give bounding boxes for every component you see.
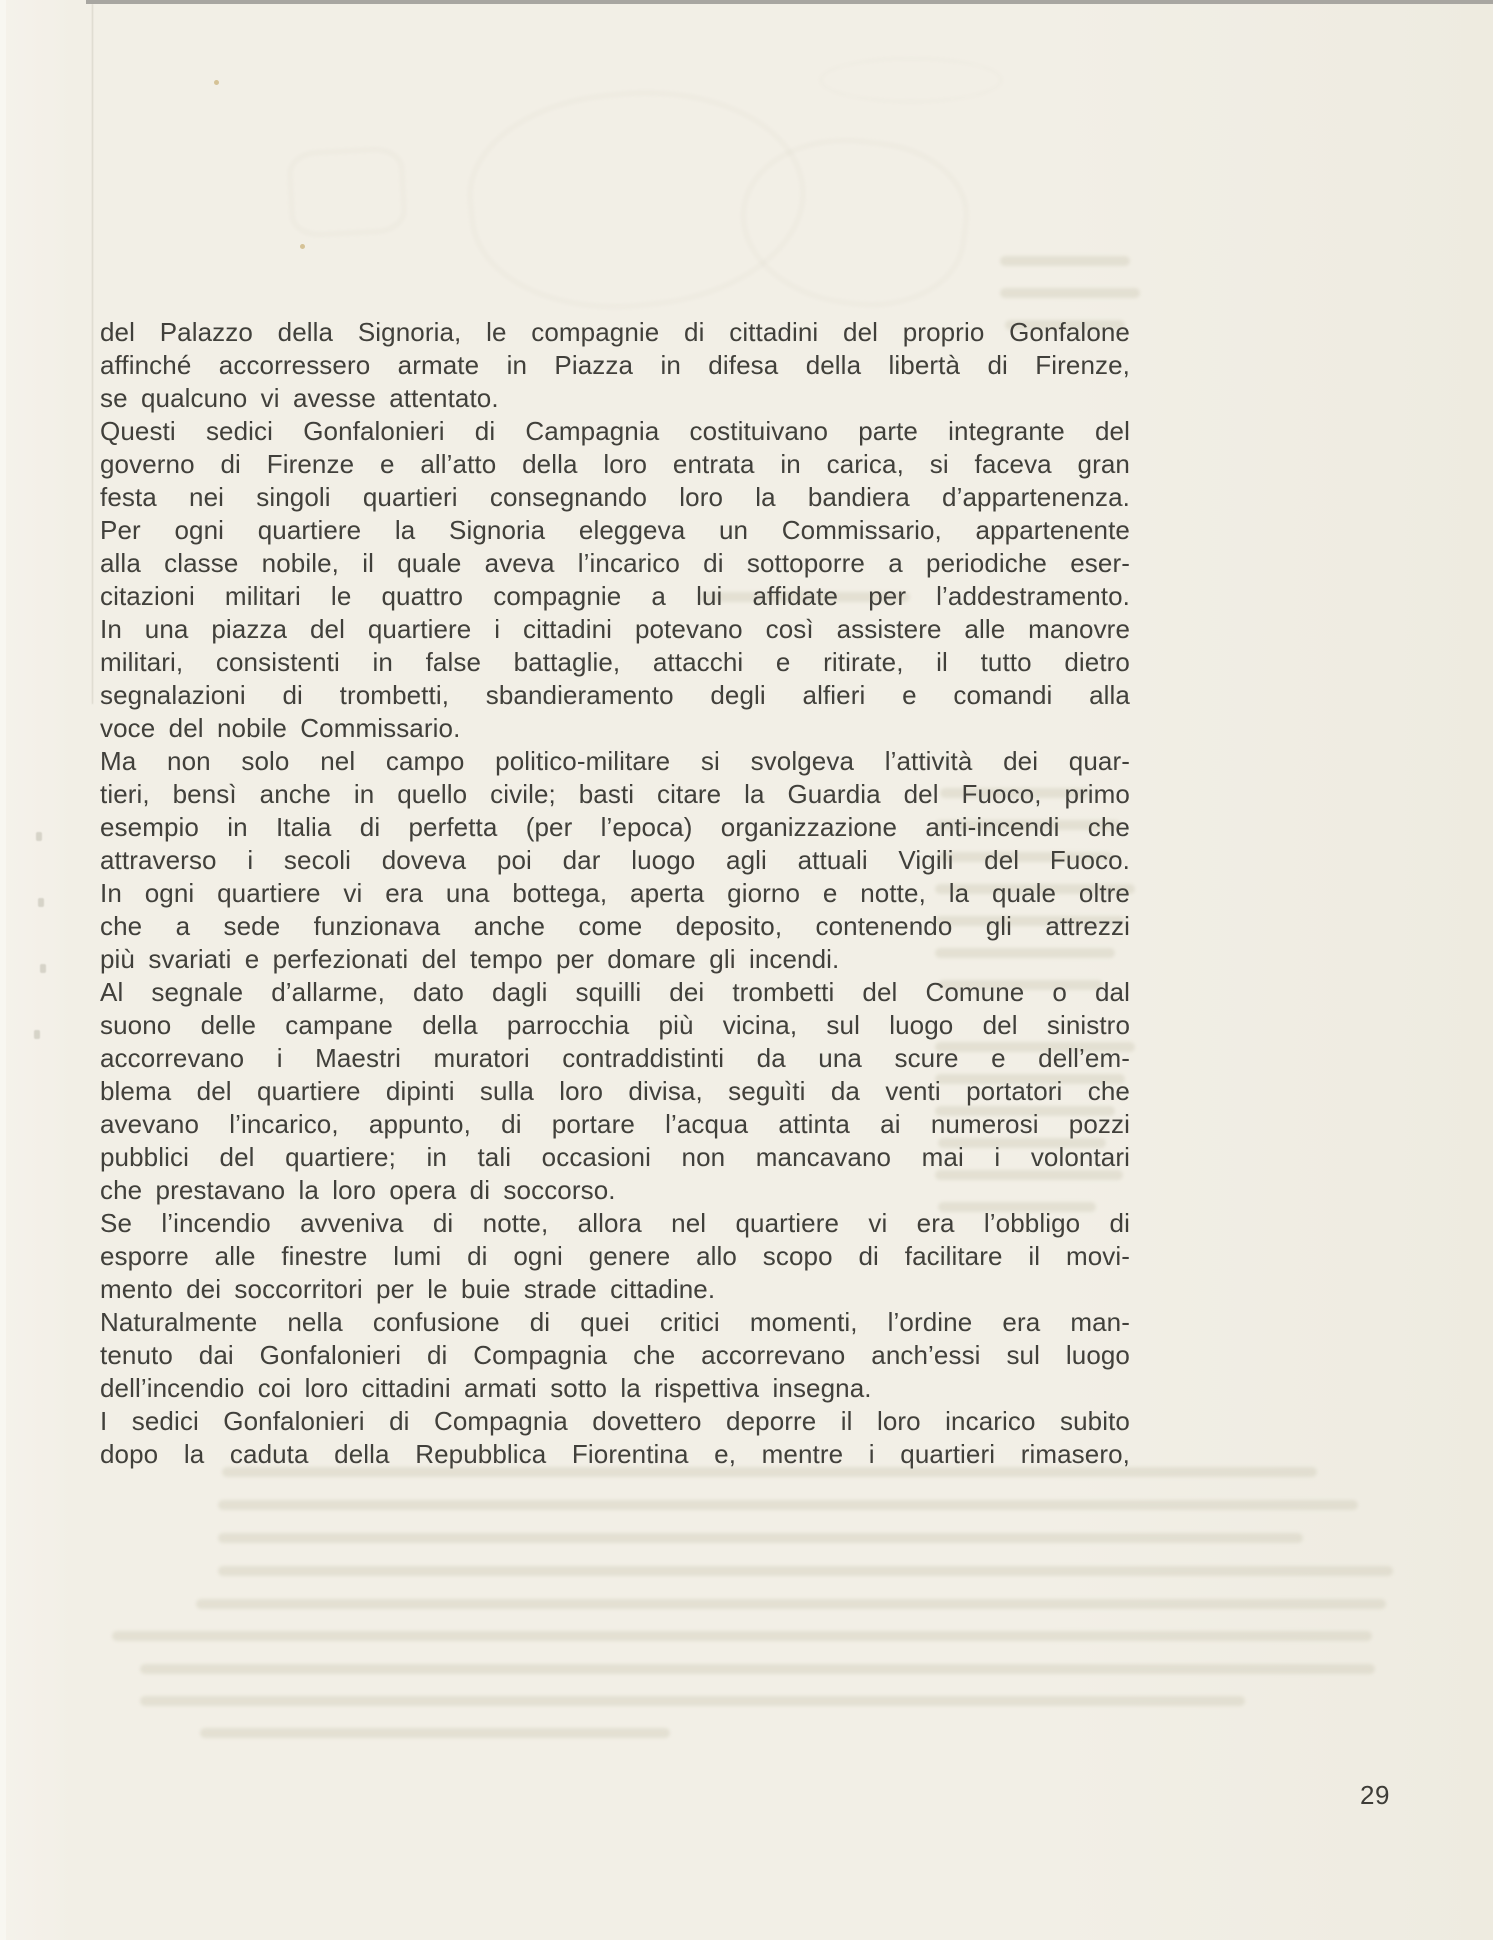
text-line: Al segnale d’allarme, dato dagli squilli dei trombetti del Comune o dal [100,977,1130,1007]
page-crease-line [92,4,93,704]
text-line: se qualcuno vi avesse attentato. [100,383,499,413]
text-line: alla classe nobile, il quale aveva l’incarico di sottoporre a periodiche eser- [100,548,1130,578]
text-line: dopo la caduta della Repubblica Fiorentina e, mentre i quartieri rimasero, [100,1439,1130,1469]
text-line: del Palazzo della Signoria, le compagnie di cittadini del proprio Gonfalone [100,317,1130,347]
text-line: Per ogni quartiere la Signoria eleggeva un Commissario, appartenente [100,515,1130,545]
ghost-illustration-outline [733,127,975,317]
ghost-text-line [218,1533,1303,1543]
text-line: Naturalmente nella confusione di quei critici momenti, l’ordine era man- [100,1307,1130,1337]
text-line: accorrevano i Maestri muratori contraddistinti da una scure e dell’em- [100,1043,1130,1073]
text-line: festa nei singoli quartieri consegnando loro la bandiera d’appartenenza. [100,482,1130,512]
text-line: mento dei soccorritori per le buie strade cittadine. [100,1274,716,1304]
ghost-text-line [200,1728,670,1738]
text-line: più svariati e perfezionati del tempo per domare gli incendi. [100,944,840,974]
text-line: esempio in Italia di perfetta (per l’epoca) organizzazione anti-incendi che [100,812,1130,842]
text-line: In una piazza del quartiere i cittadini potevano così assistere alle manovre [100,614,1130,644]
ghost-text-line [1000,288,1140,298]
text-line: che prestavano la loro opera di soccorso. [100,1175,616,1205]
text-line: blema del quartiere dipinti sulla loro divisa, seguìti da venti portatori che [100,1076,1130,1106]
ghost-text-line [218,1500,1358,1510]
text-line: Se l’incendio avveniva di notte, allora nel quartiere vi era l’obbligo di [100,1208,1130,1238]
ghost-illustration-outline [460,75,815,323]
text-line: avevano l’incarico, appunto, di portare l’acqua attinta ai numerosi pozzi [100,1109,1130,1139]
ghost-text-line [1000,256,1130,266]
margin-mark [38,898,44,907]
ghost-illustration-outline [288,147,406,237]
text-line: tieri, bensì anche in quello civile; basti citare la Guardia del Fuoco, primo [100,779,1130,809]
margin-mark [36,832,42,841]
page-left-edge [0,0,6,1940]
text-line: attraverso i secoli doveva poi dar luogo agli attuali Vigili del Fuoco. [100,845,1130,875]
paper-speck [214,80,219,85]
text-line: Ma non solo nel campo politico-militare si svolgeva l’attività dei quar- [100,746,1130,776]
ghost-text-line [196,1599,1386,1609]
text-line: Questi sedici Gonfalonieri di Campagnia costituivano parte integrante del [100,416,1130,446]
text-line: citazioni militari le quattro compagnie a lui affidate per l’addestramento. [100,581,1130,611]
text-line: esporre alle finestre lumi di ogni genere allo scopo di facilitare il movi- [100,1241,1130,1271]
ghost-text-line [140,1696,1245,1706]
ghost-text-line [218,1566,1393,1576]
body-text [100,316,1130,1471]
text-line: I sedici Gonfalonieri di Compagnia dovettero deporre il loro incarico subito [100,1406,1130,1436]
text-line: segnalazioni di trombetti, sbandieramento degli alfieri e comandi alla [100,680,1130,710]
ghost-text-line [140,1664,1375,1674]
text-line: In ogni quartiere vi era una bottega, aperta giorno e notte, la quale oltre [100,878,1130,908]
page-number: 29 [1360,1780,1390,1810]
scanner-edge-strip [86,0,1493,4]
text-line: tenuto dai Gonfalonieri di Compagnia che accorrevano anch’essi sul luogo [100,1340,1130,1370]
text-line: suono delle campane della parrocchia più vicina, sul luogo del sinistro [100,1010,1130,1040]
text-line: affinché accorressero armate in Piazza in difesa della libertà di Firenze, [100,350,1130,380]
text-line: che a sede funzionava anche come deposito, contenendo gli attrezzi [100,911,1130,941]
text-line: governo di Firenze e all’atto della loro entrata in carica, si faceva gran [100,449,1130,479]
margin-mark [40,964,46,973]
margin-mark [34,1030,40,1039]
text-line: pubblici del quartiere; in tali occasioni non mancavano mai i volontari [100,1142,1130,1172]
paper-speck [300,244,305,249]
ghost-illustration-outline [820,58,1002,102]
text-line: dell’incendio coi loro cittadini armati sotto la rispettiva insegna. [100,1373,872,1403]
ghost-text-line [112,1631,1372,1641]
text-line: militari, consistenti in false battaglie, attacchi e ritirate, il tutto dietro [100,647,1130,677]
text-line: voce del nobile Commissario. [100,713,461,743]
